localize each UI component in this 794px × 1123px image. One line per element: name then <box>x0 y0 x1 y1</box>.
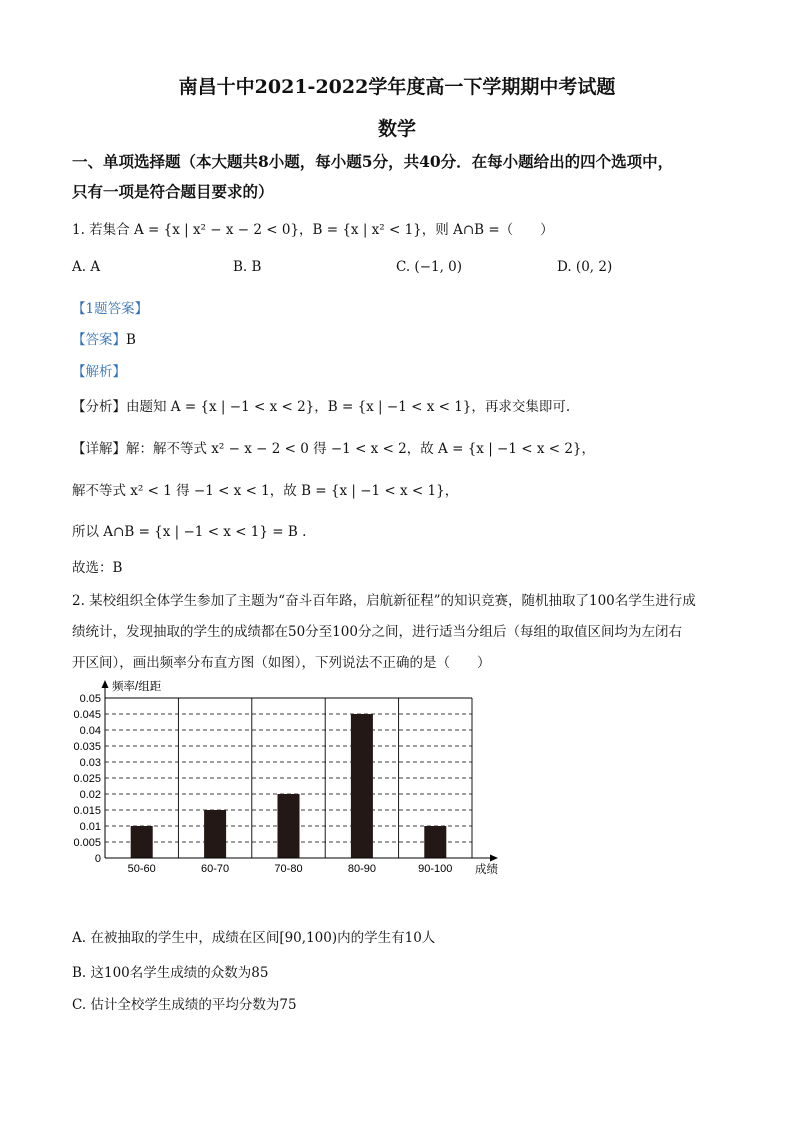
q1-option-a: A. A <box>72 259 101 275</box>
bar-90-100 <box>424 826 446 858</box>
y-tick-label: 0.05 <box>79 693 101 705</box>
detail-tag: 【详解】 <box>72 441 126 457</box>
page-title: 南昌十中2021-2022学年度高一下学期期中考试题 <box>178 76 616 98</box>
x-tick-label: 60-70 <box>201 863 230 875</box>
y-tick-label: 0.025 <box>73 773 101 785</box>
q2-stem-line1: 2. 某校组织全体学生参加了主题为“奋斗百年路，启航新征程”的知识竞赛，随机抽取了100名学生进行成 <box>72 593 696 609</box>
q1-fenxi-line <box>72 395 570 415</box>
q1-detail-line1 <box>72 437 595 457</box>
y-axis-label: 频率/组距 <box>112 681 162 693</box>
q1-option-c: C. (−1, 0) <box>396 259 463 275</box>
y-tick-label: 0.015 <box>73 805 101 817</box>
x-tick-label: 80-90 <box>347 863 376 875</box>
y-tick-label: 0 <box>94 853 101 865</box>
q1-answer-header: 【1题答案】 <box>72 301 149 317</box>
chart-ticks <box>73 693 452 875</box>
x-axis-label: 成绩 <box>475 864 498 876</box>
y-tick-label: 0.01 <box>79 821 101 833</box>
section-heading-line2: 只有一项是符合题目要求的） <box>72 182 274 201</box>
q1-detail-line3: 所以 A∩B = {x | −1 < x < 1} = B . <box>72 524 307 540</box>
y-tick-label: 0.02 <box>79 789 101 801</box>
q2-stem-line3: 开区间），画出频率分布直方图（如图），下列说法不正确的是（ ） <box>72 655 491 671</box>
fenxi-text: 由题知 A = {x | −1 < x < 2}，B = {x | −1 < x < 1}，再求交集即可. <box>126 399 571 415</box>
bar-60-70 <box>204 810 226 858</box>
q1-analysis-tag: 【解析】 <box>72 364 126 380</box>
y-tick-label: 0.04 <box>79 725 101 737</box>
q2-stem-line2: 绩统计，发现抽取的学生的成绩都在50分至100分之间，进行适当分组后（每组的取值区间均为左闭右 <box>72 624 682 640</box>
detail-text-1: 解：解不等式 x² − x − 2 < 0 得 −1 < x < 2，故 A = {x | −1 < x < 2}， <box>126 441 596 457</box>
q1-choose: 故选：B <box>72 560 123 576</box>
q2-option-a: A. 在被抽取的学生中，成绩在区间[90,100)内的学生有10人 <box>72 930 436 946</box>
q1-option-b: B. B <box>233 259 262 275</box>
q1-option-d: D. (0, 2) <box>557 259 613 275</box>
y-tick-label: 0.045 <box>73 709 101 721</box>
answer-value: B <box>126 332 136 348</box>
q2-option-b: B. 这100名学生成绩的众数为85 <box>72 965 269 981</box>
y-tick-label: 0.03 <box>79 757 101 769</box>
bar-50-60 <box>131 826 153 858</box>
x-axis-arrow-icon <box>490 855 498 862</box>
q1-answer-line <box>72 328 136 348</box>
frequency-histogram <box>60 676 510 881</box>
bar-70-80 <box>277 794 299 858</box>
y-axis-arrow-icon <box>102 680 109 688</box>
y-tick-label: 0.005 <box>73 837 101 849</box>
y-tick-label: 0.035 <box>73 741 101 753</box>
q1-stem: 1. 若集合 A = {x | x² − x − 2 < 0}，B = {x | x² < 1}，则 A∩B =（ ） <box>72 222 554 238</box>
x-tick-label: 90-100 <box>418 863 453 875</box>
answer-tag: 【答案】 <box>72 332 126 348</box>
q1-detail-line2: 解不等式 x² < 1 得 −1 < x < 1，故 B = {x | −1 < x < 1}， <box>72 483 459 499</box>
x-tick-label: 50-60 <box>127 863 156 875</box>
section-heading-line1: 一、单项选择题（本大题共8小题，每小题5分，共40分．在每小题给出的四个选项中， <box>72 152 674 171</box>
subject-title: 数学 <box>377 118 416 140</box>
q2-option-c: C. 估计全校学生成绩的平均分数为75 <box>72 997 297 1013</box>
fenxi-tag: 【分析】 <box>72 399 126 415</box>
bar-80-90 <box>351 714 373 858</box>
x-tick-label: 70-80 <box>274 863 303 875</box>
